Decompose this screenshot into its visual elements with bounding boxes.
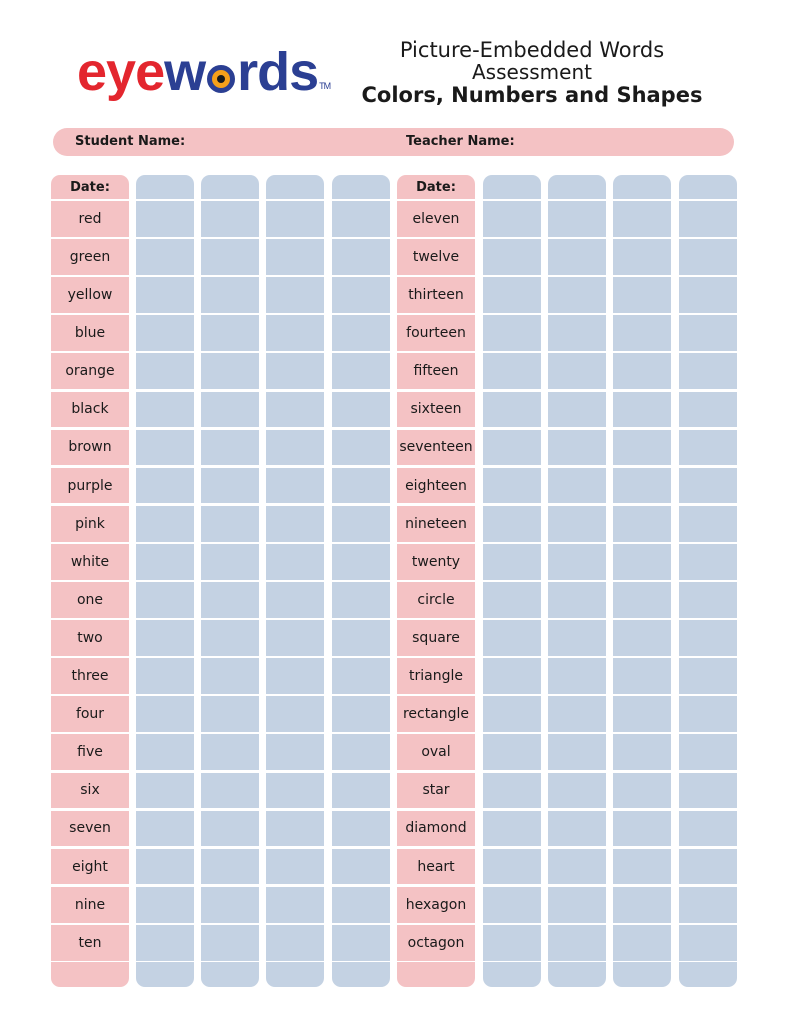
response-cell[interactable] — [266, 734, 324, 770]
word-cell: one — [51, 582, 129, 618]
date-entry-cell[interactable] — [679, 175, 737, 199]
response-cell[interactable] — [266, 849, 324, 885]
response-cell[interactable] — [483, 430, 541, 466]
response-cell[interactable] — [136, 734, 194, 770]
response-cell[interactable] — [613, 468, 671, 504]
response-cell[interactable] — [332, 773, 390, 809]
response-cell[interactable] — [548, 658, 606, 694]
word-cell: green — [51, 239, 129, 275]
response-cell[interactable] — [266, 468, 324, 504]
response-cell[interactable] — [483, 734, 541, 770]
response-cell[interactable] — [613, 811, 671, 847]
response-cell[interactable] — [136, 277, 194, 313]
response-cell[interactable] — [483, 620, 541, 656]
response-cell[interactable] — [548, 506, 606, 542]
response-cell[interactable] — [201, 925, 259, 961]
response-cell[interactable] — [613, 201, 671, 237]
response-footer-cell[interactable] — [548, 962, 606, 987]
response-cell[interactable] — [266, 887, 324, 923]
date-entry-cell[interactable] — [201, 175, 259, 199]
response-cell[interactable] — [136, 811, 194, 847]
word-cell: yellow — [51, 277, 129, 313]
response-cell[interactable] — [679, 658, 737, 694]
response-cell[interactable] — [332, 696, 390, 732]
response-cell[interactable] — [136, 315, 194, 351]
response-cell[interactable] — [679, 239, 737, 275]
title-line-1: Picture-Embedded Words — [399, 38, 665, 62]
response-cell[interactable] — [136, 468, 194, 504]
logo-eye-text: eye — [77, 42, 165, 102]
response-cell[interactable] — [548, 773, 606, 809]
response-footer-cell[interactable] — [679, 962, 737, 987]
response-cell[interactable] — [266, 277, 324, 313]
response-cell[interactable] — [548, 353, 606, 389]
response-cell[interactable] — [548, 620, 606, 656]
response-cell[interactable] — [332, 506, 390, 542]
word-footer-cell — [397, 962, 475, 987]
response-cell[interactable] — [548, 544, 606, 580]
response-cell[interactable] — [548, 582, 606, 618]
response-cell[interactable] — [613, 239, 671, 275]
response-cell[interactable] — [332, 925, 390, 961]
response-cell[interactable] — [332, 315, 390, 351]
response-cell[interactable] — [483, 353, 541, 389]
response-cell[interactable] — [201, 315, 259, 351]
response-cell[interactable] — [332, 430, 390, 466]
word-cell: white — [51, 544, 129, 580]
response-cell[interactable] — [332, 277, 390, 313]
response-cell[interactable] — [201, 696, 259, 732]
word-cell: orange — [51, 353, 129, 389]
date-entry-cell[interactable] — [548, 175, 606, 199]
word-cell: six — [51, 773, 129, 809]
response-cell[interactable] — [201, 201, 259, 237]
eyewords-logo — [77, 42, 330, 102]
response-cell[interactable] — [201, 506, 259, 542]
response-cell[interactable] — [332, 353, 390, 389]
response-cell[interactable] — [483, 582, 541, 618]
word-cell: eight — [51, 849, 129, 885]
student-name-label: Student Name: — [75, 134, 186, 149]
response-cell[interactable] — [679, 506, 737, 542]
response-cell[interactable] — [201, 887, 259, 923]
response-cell[interactable] — [332, 392, 390, 428]
response-cell[interactable] — [201, 392, 259, 428]
response-cell[interactable] — [613, 506, 671, 542]
response-footer-cell[interactable] — [266, 962, 324, 987]
word-cell: four — [51, 696, 129, 732]
response-cell[interactable] — [613, 620, 671, 656]
response-cell[interactable] — [136, 696, 194, 732]
response-cell[interactable] — [548, 925, 606, 961]
response-cell[interactable] — [266, 544, 324, 580]
response-cell[interactable] — [201, 430, 259, 466]
response-cell[interactable] — [266, 696, 324, 732]
response-cell[interactable] — [266, 239, 324, 275]
word-cell: blue — [51, 315, 129, 351]
response-cell[interactable] — [679, 315, 737, 351]
response-cell[interactable] — [266, 315, 324, 351]
response-cell[interactable] — [332, 887, 390, 923]
response-cell[interactable] — [201, 277, 259, 313]
response-cell[interactable] — [201, 620, 259, 656]
response-cell[interactable] — [613, 430, 671, 466]
response-cell[interactable] — [548, 468, 606, 504]
response-cell[interactable] — [679, 811, 737, 847]
response-cell[interactable] — [332, 468, 390, 504]
response-cell[interactable] — [136, 849, 194, 885]
response-cell[interactable] — [679, 277, 737, 313]
response-cell[interactable] — [548, 315, 606, 351]
name-bar — [53, 128, 734, 156]
word-cell: oval — [397, 734, 475, 770]
response-cell[interactable] — [613, 582, 671, 618]
response-cell[interactable] — [483, 887, 541, 923]
word-cell: eighteen — [397, 468, 475, 504]
response-cell[interactable] — [266, 811, 324, 847]
word-footer-cell — [51, 962, 129, 987]
response-cell[interactable] — [548, 392, 606, 428]
response-cell[interactable] — [266, 620, 324, 656]
response-cell[interactable] — [266, 201, 324, 237]
response-cell[interactable] — [201, 468, 259, 504]
response-cell[interactable] — [548, 696, 606, 732]
response-cell[interactable] — [201, 353, 259, 389]
title-line-2: Assessment — [472, 60, 592, 84]
response-cell[interactable] — [679, 353, 737, 389]
response-cell[interactable] — [679, 734, 737, 770]
response-cell[interactable] — [332, 239, 390, 275]
response-cell[interactable] — [613, 544, 671, 580]
response-cell[interactable] — [266, 506, 324, 542]
response-cell[interactable] — [136, 506, 194, 542]
response-cell[interactable] — [548, 239, 606, 275]
date-header: Date: — [51, 175, 129, 199]
response-cell[interactable] — [136, 201, 194, 237]
response-cell[interactable] — [679, 582, 737, 618]
date-entry-cell[interactable] — [332, 175, 390, 199]
response-cell[interactable] — [613, 773, 671, 809]
response-cell[interactable] — [548, 277, 606, 313]
response-cell[interactable] — [136, 658, 194, 694]
response-cell[interactable] — [548, 734, 606, 770]
response-cell[interactable] — [483, 773, 541, 809]
response-cell[interactable] — [136, 430, 194, 466]
response-cell[interactable] — [136, 887, 194, 923]
word-cell: star — [397, 773, 475, 809]
word-cell: square — [397, 620, 475, 656]
teacher-name-label: Teacher Name: — [406, 134, 515, 149]
response-cell[interactable] — [136, 773, 194, 809]
logo-w-text: w — [164, 42, 206, 102]
response-cell[interactable] — [548, 849, 606, 885]
response-cell[interactable] — [679, 544, 737, 580]
response-cell[interactable] — [483, 506, 541, 542]
response-cell[interactable] — [548, 887, 606, 923]
response-cell[interactable] — [483, 925, 541, 961]
response-cell[interactable] — [266, 392, 324, 428]
word-cell: triangle — [397, 658, 475, 694]
page-title-block — [352, 38, 712, 108]
response-cell[interactable] — [332, 734, 390, 770]
title-line-3: Colors, Numbers and Shapes — [361, 83, 703, 107]
date-entry-cell[interactable] — [483, 175, 541, 199]
response-cell[interactable] — [679, 430, 737, 466]
word-cell: heart — [397, 849, 475, 885]
response-cell[interactable] — [332, 849, 390, 885]
response-cell[interactable] — [613, 658, 671, 694]
word-cell: red — [51, 201, 129, 237]
word-cell: seventeen — [397, 430, 475, 466]
response-cell[interactable] — [679, 849, 737, 885]
word-cell: brown — [51, 430, 129, 466]
word-cell: thirteen — [397, 277, 475, 313]
word-cell: fourteen — [397, 315, 475, 351]
response-cell[interactable] — [679, 620, 737, 656]
response-cell[interactable] — [201, 658, 259, 694]
response-cell[interactable] — [136, 620, 194, 656]
response-cell[interactable] — [483, 658, 541, 694]
response-cell[interactable] — [136, 925, 194, 961]
response-cell[interactable] — [332, 201, 390, 237]
response-cell[interactable] — [136, 392, 194, 428]
response-cell[interactable] — [613, 849, 671, 885]
response-cell[interactable] — [201, 239, 259, 275]
response-cell[interactable] — [201, 811, 259, 847]
word-cell: three — [51, 658, 129, 694]
response-cell[interactable] — [613, 696, 671, 732]
word-cell: twenty — [397, 544, 475, 580]
word-cell: seven — [51, 811, 129, 847]
word-cell: eleven — [397, 201, 475, 237]
response-cell[interactable] — [136, 544, 194, 580]
word-cell: two — [51, 620, 129, 656]
response-cell[interactable] — [332, 582, 390, 618]
word-cell: five — [51, 734, 129, 770]
date-entry-cell[interactable] — [136, 175, 194, 199]
response-cell[interactable] — [266, 658, 324, 694]
word-cell: purple — [51, 468, 129, 504]
response-cell[interactable] — [201, 544, 259, 580]
logo-rds-text: rds — [237, 42, 319, 102]
response-cell[interactable] — [483, 468, 541, 504]
word-cell: twelve — [397, 239, 475, 275]
response-cell[interactable] — [201, 582, 259, 618]
word-cell: diamond — [397, 811, 475, 847]
response-cell[interactable] — [613, 734, 671, 770]
response-cell[interactable] — [613, 887, 671, 923]
response-cell[interactable] — [483, 544, 541, 580]
response-cell[interactable] — [613, 353, 671, 389]
response-cell[interactable] — [332, 544, 390, 580]
response-cell[interactable] — [266, 353, 324, 389]
word-cell: nine — [51, 887, 129, 923]
response-footer-cell[interactable] — [201, 962, 259, 987]
response-cell[interactable] — [483, 315, 541, 351]
response-footer-cell[interactable] — [136, 962, 194, 987]
response-cell[interactable] — [613, 392, 671, 428]
response-cell[interactable] — [679, 773, 737, 809]
date-entry-cell[interactable] — [613, 175, 671, 199]
response-footer-cell[interactable] — [332, 962, 390, 987]
response-cell[interactable] — [266, 430, 324, 466]
response-cell[interactable] — [613, 925, 671, 961]
response-cell[interactable] — [266, 925, 324, 961]
response-cell[interactable] — [548, 430, 606, 466]
response-cell[interactable] — [679, 468, 737, 504]
date-header: Date: — [397, 175, 475, 199]
response-cell[interactable] — [201, 773, 259, 809]
response-cell[interactable] — [483, 696, 541, 732]
response-cell[interactable] — [483, 392, 541, 428]
word-cell: pink — [51, 506, 129, 542]
word-cell: hexagon — [397, 887, 475, 923]
response-footer-cell[interactable] — [483, 962, 541, 987]
response-cell[interactable] — [483, 277, 541, 313]
word-cell: octagon — [397, 925, 475, 961]
word-cell: rectangle — [397, 696, 475, 732]
eye-icon — [207, 65, 235, 93]
word-cell: fifteen — [397, 353, 475, 389]
word-cell: nineteen — [397, 506, 475, 542]
response-cell[interactable] — [548, 811, 606, 847]
response-cell[interactable] — [136, 582, 194, 618]
word-cell: black — [51, 392, 129, 428]
trademark-mark: TM — [319, 81, 331, 91]
response-cell[interactable] — [548, 201, 606, 237]
response-cell[interactable] — [679, 696, 737, 732]
response-cell[interactable] — [679, 887, 737, 923]
response-cell[interactable] — [679, 201, 737, 237]
response-cell[interactable] — [332, 620, 390, 656]
response-cell[interactable] — [679, 392, 737, 428]
response-cell[interactable] — [483, 239, 541, 275]
date-entry-cell[interactable] — [266, 175, 324, 199]
response-cell[interactable] — [332, 811, 390, 847]
word-cell: ten — [51, 925, 129, 961]
response-cell[interactable] — [483, 849, 541, 885]
word-cell: circle — [397, 582, 475, 618]
response-cell[interactable] — [332, 658, 390, 694]
response-cell[interactable] — [201, 849, 259, 885]
response-cell[interactable] — [266, 582, 324, 618]
response-cell[interactable] — [679, 925, 737, 961]
response-cell[interactable] — [201, 734, 259, 770]
word-cell: sixteen — [397, 392, 475, 428]
response-cell[interactable] — [613, 277, 671, 313]
response-cell[interactable] — [136, 239, 194, 275]
response-cell[interactable] — [613, 315, 671, 351]
response-cell[interactable] — [483, 811, 541, 847]
response-cell[interactable] — [136, 353, 194, 389]
response-cell[interactable] — [266, 773, 324, 809]
response-footer-cell[interactable] — [613, 962, 671, 987]
response-cell[interactable] — [483, 201, 541, 237]
